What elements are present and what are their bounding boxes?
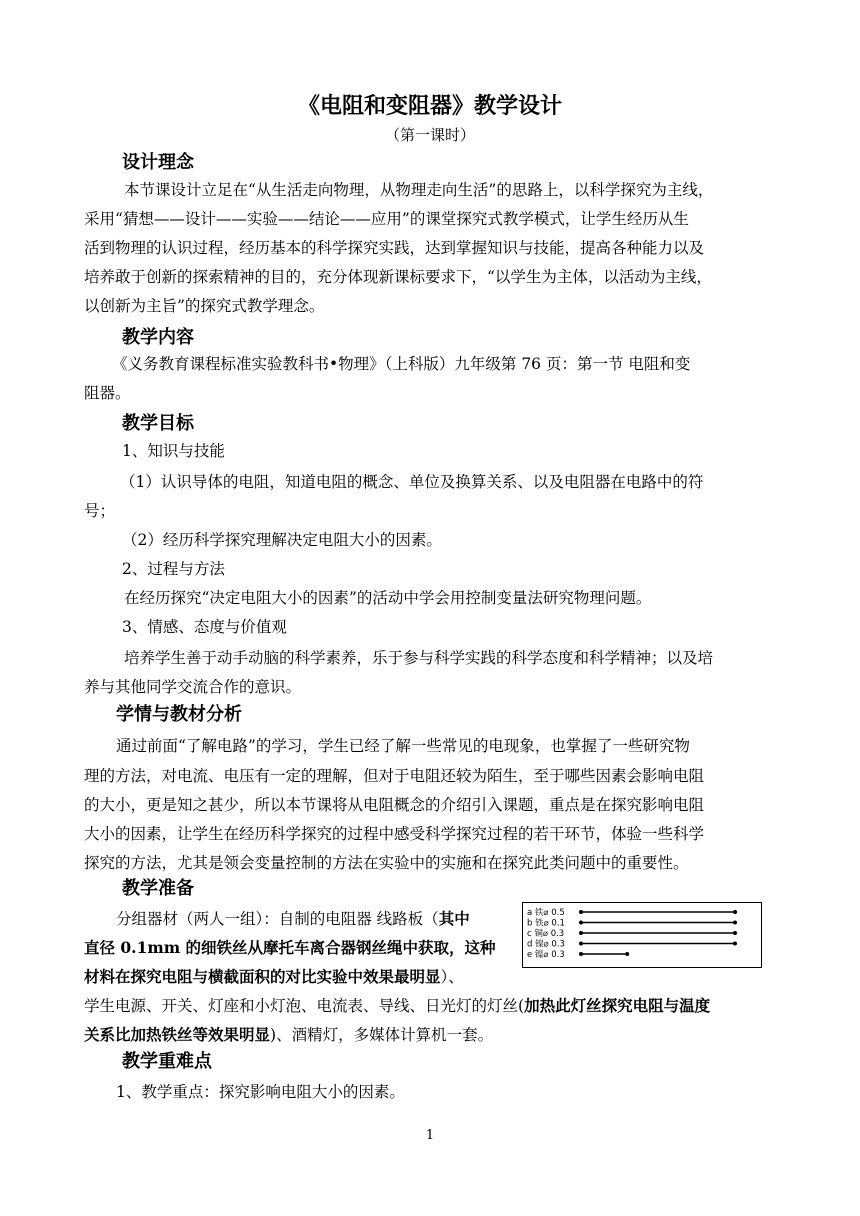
wire-label: a 铁⌀ 0.5 — [527, 908, 565, 918]
heading-content: 教学内容 — [122, 327, 194, 348]
content-line: 《义务教育课程标准实验教科书•物理》（上科版）九年级第 76 页：第一节 电阻和变 — [112, 355, 691, 373]
goals-line: 培养学生善于动手动脑的科学素养，乐于参与科学实践的科学态度和科学精神；以及培 — [124, 649, 714, 667]
preparation-emphasis-line: 直径 0.1mm 的细铁丝从摩托车离合器钢丝绳中获取，这种 — [84, 938, 496, 957]
design-concept-line: 本节课设计立足在“从生活走向物理，从物理走向生活”的思路上，以科学探究为主线， — [124, 181, 714, 199]
preparation-text: 分组器材（两人一组）：自制的电阻器 线路板（ — [116, 910, 439, 928]
resistor-board-figure — [522, 902, 762, 968]
wire-terminal — [625, 952, 629, 956]
heading-design-concept: 设计理念 — [122, 152, 194, 173]
goals-line: （1）认识导体的电阻，知道电阻的概念、单位及换算关系、以及电阻器在电路中的符 — [120, 473, 704, 491]
analysis-line: 大小的因素，让学生在经历科学探究的过程中感受科学探究过程的若干环节，体验一些科学 — [84, 825, 705, 843]
preparation-emphasis: 加热此灯丝探究电阻与温度 — [524, 996, 711, 1015]
wire-terminal — [733, 921, 737, 925]
heading-preparation: 教学准备 — [122, 878, 194, 899]
wire-terminal — [579, 942, 583, 946]
resistor-board-diagram — [523, 903, 761, 967]
analysis-line: 探究的方法，尤其是领会变量控制的方法在实验中的实施和在探究此类问题中的重要性。 — [84, 854, 689, 872]
preparation-line — [84, 1020, 778, 1050]
heading-analysis: 学情与教材分析 — [116, 704, 242, 725]
design-concept-line: 活到物理的认识过程，经历基本的科学探究实践，达到掌握知识与技能，提高各种能力以及 — [84, 239, 705, 257]
wire-terminal — [733, 910, 737, 914]
heading-key-points: 教学重难点 — [122, 1051, 212, 1072]
goals-line: （2）经历科学探究理解决定电阻大小的因素。 — [122, 531, 442, 549]
wire-label: d 镍⌀ 0.3 — [527, 939, 565, 950]
design-concept-line: 培养敢于创新的探索精神的目的，充分体现新课标要求下，“以学生为主体，以活动为主线， — [84, 268, 712, 286]
preparation-text: )、酒精灯，多媒体计算机一套。 — [270, 1026, 494, 1044]
content-line: 阻器。 — [84, 384, 131, 402]
analysis-line: 通过前面“了解电路”的学习，学生已经了解一些常见的电现象，也掌握了一些研究物 — [116, 737, 690, 755]
goals-line: 养与其他同学交流合作的意识。 — [84, 678, 302, 696]
wire-terminal — [579, 910, 583, 914]
goals-line: 2、过程与方法 — [122, 560, 225, 578]
goals-line: 1、知识与技能 — [122, 442, 225, 460]
wire-terminal — [579, 952, 583, 956]
document-title: 《电阻和变阻器》教学设计 — [297, 94, 562, 119]
wire-terminal — [733, 942, 737, 946]
goals-line: 号； — [84, 502, 116, 520]
preparation-emphasis: 其中 — [438, 909, 470, 928]
analysis-line: 的大小，更是知之甚少，所以本节课将从电阻概念的介绍引入课题，重点是在探究影响电阻 — [84, 796, 705, 814]
analysis-line: 理的方法，对电流、电压有一定的理解，但对于电阻还较为陌生，至于哪些因素会影响电阻 — [84, 767, 705, 785]
preparation-text: 学生电源、开关、灯座和小灯泡、电流表、导线、日光灯的灯丝( — [84, 997, 525, 1015]
design-concept-line: 以创新为主旨”的探究式教学理念。 — [84, 297, 325, 315]
key-points-line: 1、教学重点：探究影响电阻大小的因素。 — [116, 1083, 405, 1101]
preparation-text: ）、 — [440, 968, 464, 986]
heading-goals: 教学目标 — [122, 413, 194, 434]
preparation-line — [116, 904, 520, 934]
design-concept-line: 采用“猜想——设计——实验——结论——应用”的课堂探究式教学模式，让学生经历从生 — [84, 210, 689, 228]
wire-terminal — [733, 931, 737, 935]
wire-terminal — [579, 931, 583, 935]
wire-terminal — [579, 921, 583, 925]
goals-line: 3、情感、态度与价值观 — [122, 618, 287, 636]
document-subtitle: （第一课时） — [384, 126, 475, 144]
wire-label: b 铁⌀ 0.1 — [527, 918, 565, 929]
preparation-line — [84, 962, 520, 992]
wire-label: e 镍⌀ 0.3 — [527, 950, 565, 960]
preparation-line — [84, 991, 778, 1021]
page-number: 1 — [425, 1128, 435, 1143]
preparation-emphasis: 材料在探究电阻与横截面积的对比实验中效果最明显 — [84, 967, 441, 986]
preparation-emphasis: 关系比加热铁丝等效果明显 — [84, 1025, 271, 1044]
goals-line: 在经历探究“决定电阻大小的因素”的活动中学会用控制变量法研究物理问题。 — [124, 589, 652, 607]
wire-label: c 铜⌀ 0.3 — [527, 929, 565, 939]
